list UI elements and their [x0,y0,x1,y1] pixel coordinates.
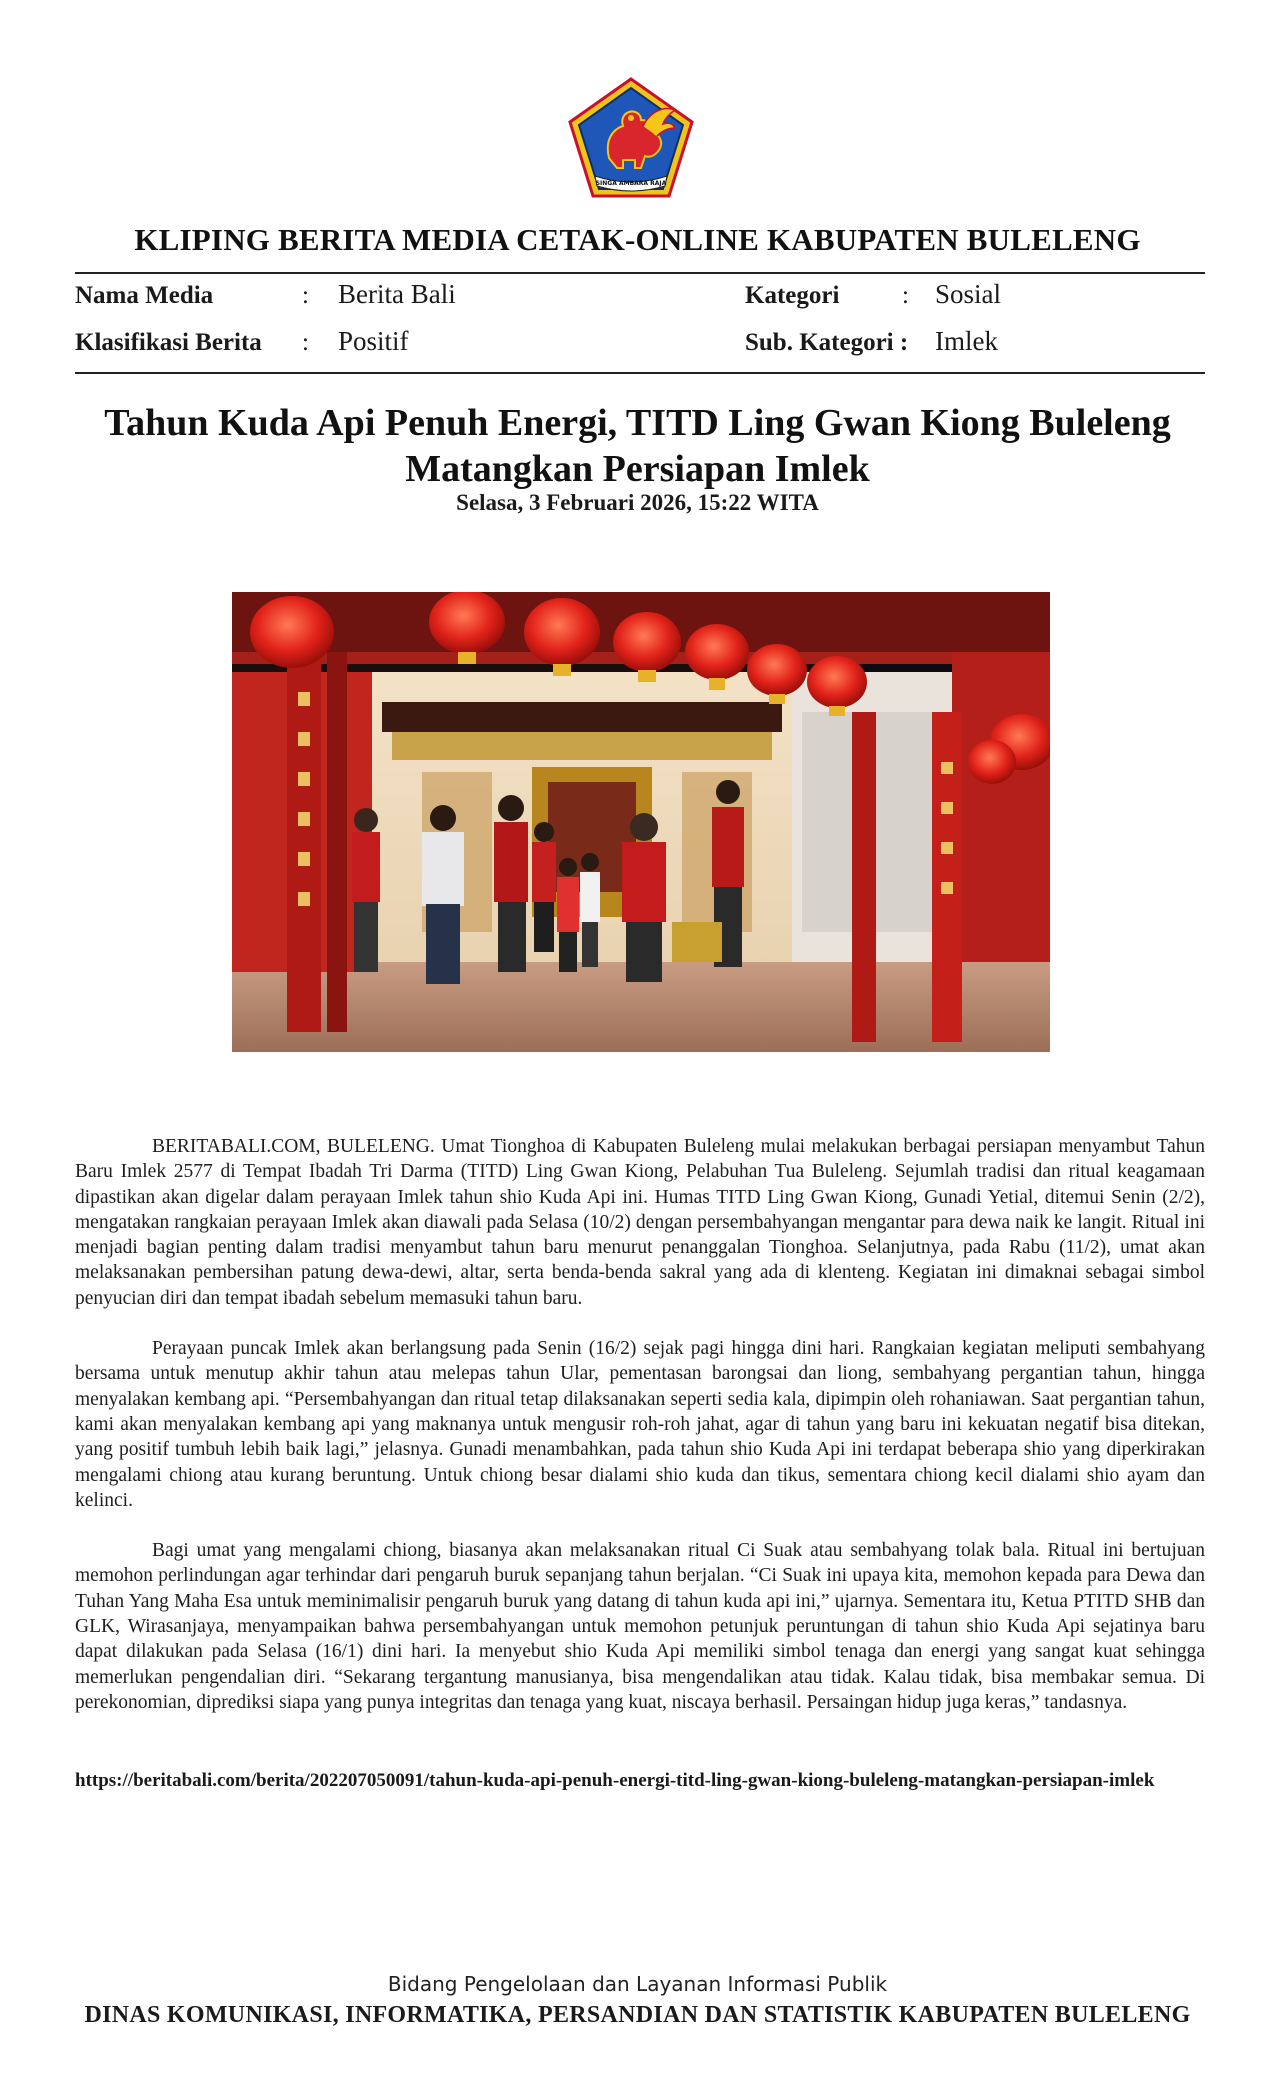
subcategory-label: Sub. Kategori : [745,329,909,356]
meta-media-row [75,280,213,312]
meta-category-row [745,280,839,312]
article-headline: Tahun Kuda Api Penuh Energi, TITD Ling Gwan Kiong Buleleng Matangkan Persiapan Imlek [104,402,1171,490]
buleleng-crest-logo [565,76,697,200]
media-name-value: Berita Bali [338,279,456,309]
clipping-header-title: KLIPING BERITA MEDIA CETAK-ONLINE KABUPATEN BULELENG [134,222,1141,257]
article-paragraph-2: Perayaan puncak Imlek akan berlangsung pada Senin (16/2) sejak pagi hingga dini hari. Rangkaian kegiatan meliputi sembahyang bersama untuk menutup akhir tahun atau melepas tahun Ular, pementasan barongsai dan liong, sembahyang pergantian tahun, hingga menyalakan kembang api. “Persembahyangan dan ritual tetap dilaksanakan seperti sedia kala, dipimpin oleh rohaniawan. Saat pergantian tahun, kami akan menyalakan kembang api yang maknanya untuk mengusir roh-roh jahat, agar di tahun yang baru ini kekuatan negatif bisa ditekan, yang positif tumbuh lebih baik lagi,” jelasnya. Gunadi menambahkan, pada tahun shio Kuda Api ini terdapat beberapa shio yang diperkirakan mengalami chiong atau kurang beruntung. Untuk chiong besar dialami shio kuda dan tikus, sementara chiong kecil dialami shio ayam dan kelinci. [75,1338,1205,1511]
article-paragraph-3: Bagi umat yang mengalami chiong, biasanya akan melaksanakan ritual Ci Suak atau sembahyang tolak bala. Ritual ini bertujuan memohon perlindungan agar terhindar dari pengaruh buruk sepanjang tahun berjalan. “Ci Suak ini upaya kita, memohon kepada para Dewa dan Tuhan Yang Maha Esa untuk meminimalisir pengaruh buruk yang datang di tahun kuda api ini,” ujarnya. Sementara itu, Ketua PTITD SHB dan GLK, Wirasanjaya, menyampaikan bahwa persembahyangan untuk memohon petunjuk peruntungan di tahun shio Kuda Api sejatinya baru dapat dilakukan pada Selasa (16/1) dini hari. Ia menyebut shio Kuda Api memiliki simbol tenaga dan energi yang sangat kuat sehingga memerlukan pengendalian diri. “Sekarang tergantung manusianya, bisa mengendalikan atau tidak. Kalau tidak, bisa membakar semua. Di perekonomian, diprediksi siapa yang punya integritas dan tenaga yang kuat, niscaya berhasil. Persaingan hidup juga keras,” tandasnya. [75,1540,1205,1713]
logo-motto: SINGA AMBARA RAJA [595,180,667,187]
media-name-label: Nama Media [75,282,214,309]
meta-class-row [75,327,262,359]
footer-office-name: DINAS KOMUNIKASI, INFORMATIKA, PERSANDIAN DAN STATISTIK KABUPATEN BULELENG [84,2002,1191,2028]
classification-value: Positif [338,326,409,356]
category-value: Sosial [935,279,1002,309]
article-photo [232,592,1050,1052]
header-top-divider [75,272,1205,274]
article-date: Selasa, 3 Februari 2026, 15:22 WITA [456,490,819,515]
singa-ambara-raja-crest-icon [565,76,697,200]
article-body [75,1134,1205,1740]
meta-media-colon: : [302,282,309,309]
category-label: Kategori [745,282,840,309]
temple-photo [232,592,1050,1052]
article-paragraph-1: BERITABALI.COM, BULELENG. Umat Tionghoa di Kabupaten Buleleng mulai melakukan berbagai persiapan menyambut Tahun Baru Imlek 2577 di Tempat Ibadah Tri Darma (TITD) Ling Gwan Kiong, Pelabuhan Tua Buleleng. Sejumlah tradisi dan ritual keagamaan dipastikan akan digelar dalam perayaan Imlek tahun shio Kuda Api ini. Humas TITD Ling Gwan Kiong, Gunadi Yetial, ditemui Senin (2/2), mengatakan rangkaian perayaan Imlek akan diawali pada Selasa (10/2) dengan persembahyangan mengantar para dewa naik ke langit. Ritual ini menjadi bagian penting dalam tradisi menyambut tahun baru menurut penanggalan Tionghoa. Selanjutnya, pada Rabu (11/2), umat akan melaksanakan pembersihan patung dewa-dewi, altar, serta benda-benda sakral yang ada di klenteng. Kegiatan ini dimaknai sebagai simbol penyucian diri dan tempat ibadah sebelum memasuki tahun baru. [75,1136,1205,1309]
meta-class-colon: : [302,329,309,356]
subcategory-value: Imlek [935,326,998,356]
classification-label: Klasifikasi Berita [75,329,262,356]
meta-subcategory-row [745,327,908,359]
header-bottom-divider [75,372,1205,374]
article-source-link[interactable]: https://beritabali.com/berita/202207050091/tahun-kuda-api-penuh-energi-titd-ling-gwan-kiong-buleleng-matangkan-persiapan-imlek [75,1770,1155,1791]
meta-category-colon: : [902,282,909,309]
footer-unit-name: Bidang Pengelolaan dan Layanan Informasi Publik [387,1972,888,1996]
